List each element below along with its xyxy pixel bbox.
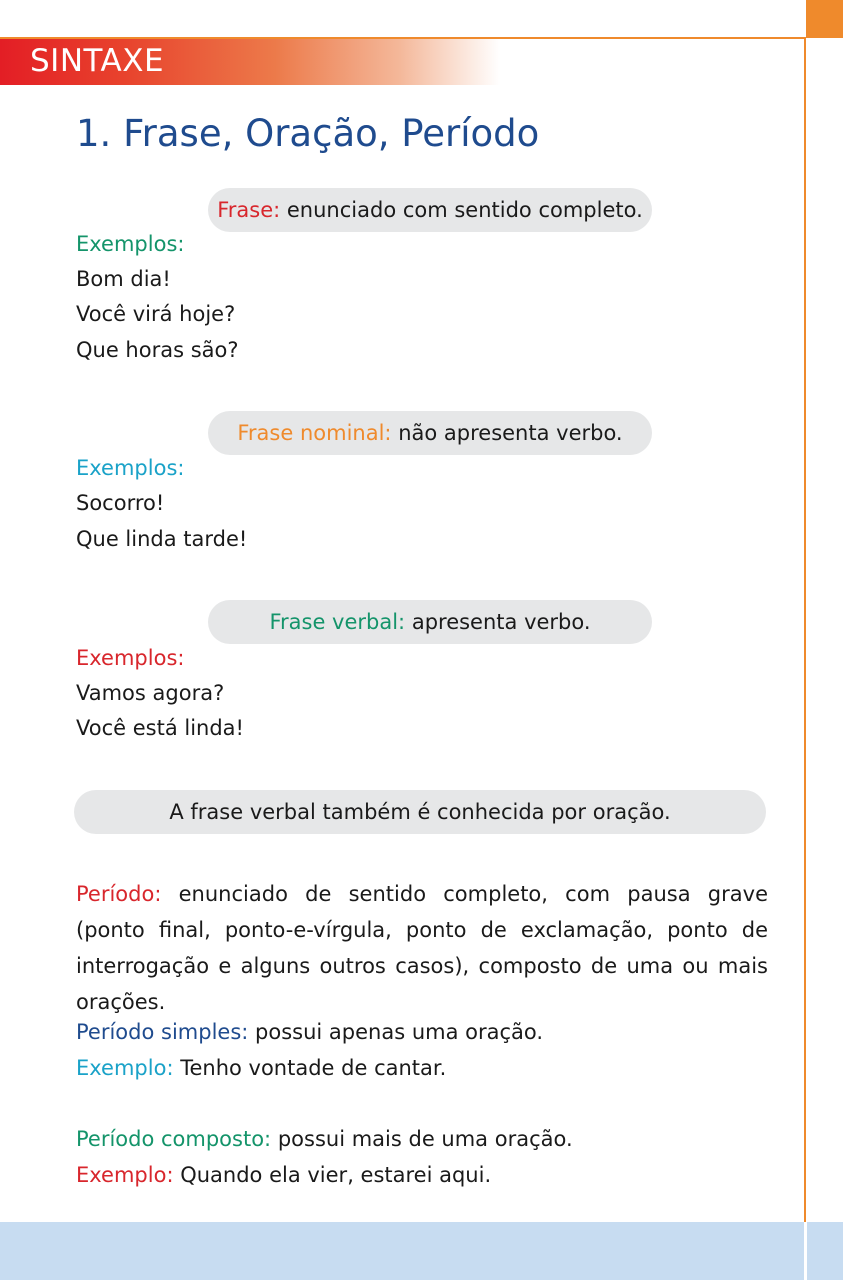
periodo-term: Período: bbox=[76, 882, 162, 906]
note-box bbox=[74, 790, 766, 834]
periodo-definition: enunciado de sentido completo, com pausa grave (ponto final, ponto-e-vírgula, ponto de exclamação, ponto de interrogação e alguns outros casos), composto de uma ou mais orações. bbox=[76, 882, 768, 1014]
frase-example: Bom dia! bbox=[76, 267, 171, 291]
periodo-simples-term: Período simples: bbox=[76, 1020, 249, 1044]
page-title: 1. Frase, Oração, Período bbox=[76, 112, 540, 155]
frase-definition: enunciado com sentido completo. bbox=[286, 198, 643, 222]
periodo-composto-example: Quando ela vier, estarei aqui. bbox=[180, 1163, 492, 1187]
footer-divider bbox=[804, 1222, 807, 1280]
frase-nominal-example: Que linda tarde! bbox=[76, 527, 248, 551]
frase-nominal-example: Socorro! bbox=[76, 491, 165, 515]
frase-example: Você virá hoje? bbox=[76, 302, 236, 326]
periodo-composto-definition: possui mais de uma oração. bbox=[277, 1127, 573, 1151]
periodo-simples-example-label: Exemplo: bbox=[76, 1056, 174, 1080]
periodo-composto-example-line bbox=[76, 1163, 491, 1187]
frase-verbal-definition-box bbox=[208, 600, 652, 644]
frase-nominal-definition-box bbox=[208, 411, 652, 455]
frase-nominal-term: Frase nominal: bbox=[237, 421, 392, 445]
frase-verbal-definition: apresenta verbo. bbox=[411, 610, 591, 634]
corner-tab bbox=[806, 0, 843, 38]
frase-verbal-example: Você está linda! bbox=[76, 716, 244, 740]
footer-bar bbox=[0, 1222, 843, 1280]
frase-verbal-example: Vamos agora? bbox=[76, 681, 225, 705]
frase-verbal-term: Frase verbal: bbox=[269, 610, 406, 634]
frase-example: Que horas são? bbox=[76, 338, 239, 362]
periodo-simples-definition: possui apenas uma oração. bbox=[255, 1020, 544, 1044]
periodo-composto-example-label: Exemplo: bbox=[76, 1163, 174, 1187]
periodo-composto-term: Período composto: bbox=[76, 1127, 272, 1151]
frase-examples-label: Exemplos: bbox=[76, 232, 185, 256]
frase-nominal-definition: não apresenta verbo. bbox=[398, 421, 623, 445]
section-title: SINTAXE bbox=[30, 43, 165, 79]
frase-definition-box bbox=[208, 188, 652, 232]
right-rule bbox=[804, 38, 806, 1222]
frase-nominal-examples-label: Exemplos: bbox=[76, 456, 185, 480]
periodo-simples-example-line bbox=[76, 1056, 446, 1080]
frase-term: Frase: bbox=[217, 198, 281, 222]
periodo-paragraph bbox=[76, 876, 768, 1020]
frase-verbal-examples-label: Exemplos: bbox=[76, 646, 185, 670]
periodo-composto-line bbox=[76, 1127, 573, 1151]
periodo-simples-example: Tenho vontade de cantar. bbox=[180, 1056, 447, 1080]
periodo-simples-line bbox=[76, 1020, 543, 1044]
note-text: A frase verbal também é conhecida por oração. bbox=[169, 800, 671, 824]
